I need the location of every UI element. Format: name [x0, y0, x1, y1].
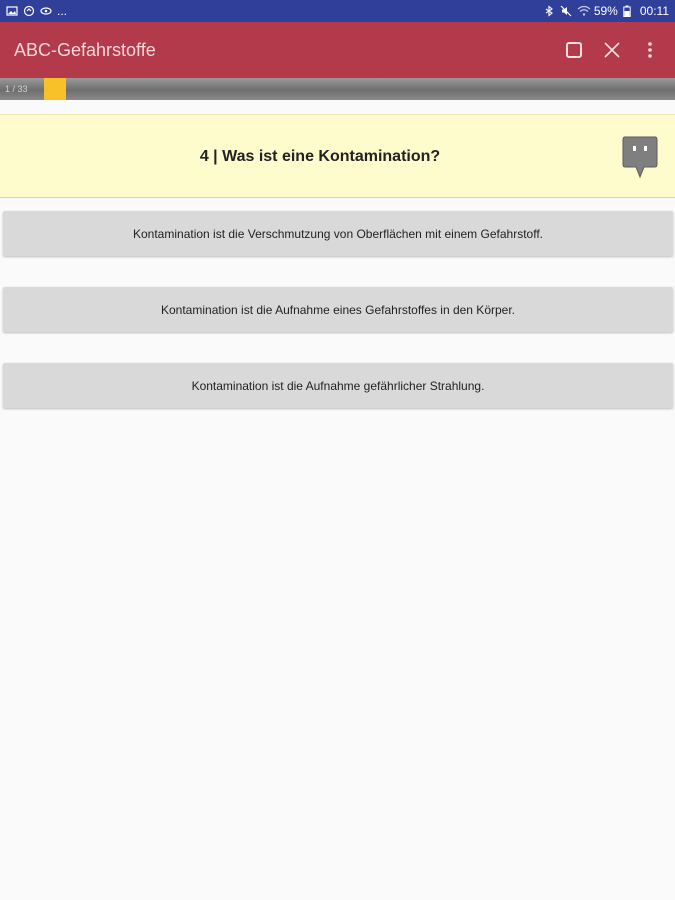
status-right	[543, 5, 669, 17]
battery-icon	[623, 5, 635, 17]
status-time: 00:11	[639, 4, 669, 18]
mute-icon	[560, 5, 572, 17]
question-banner	[0, 114, 675, 198]
gallery-icon	[6, 5, 18, 17]
fullscreen-icon[interactable]	[563, 39, 585, 61]
question-text: 4 | Was ist eine Kontamination?	[199, 148, 441, 165]
status-ellipsis: ...	[57, 4, 68, 18]
app-actions	[563, 39, 661, 61]
answer-button-2[interactable]: Kontamination ist die Aufnahme eines Gefahrstoffes in den Körper.	[3, 287, 673, 332]
answer-button-3[interactable]: Kontamination ist die Aufnahme gefährlicher Strahlung.	[3, 363, 673, 408]
progress-bar	[0, 78, 675, 100]
more-vert-icon[interactable]	[639, 39, 661, 61]
answer-button-1[interactable]: Kontamination ist die Verschmutzung von Oberflächen mit einem Gefahrstoff.	[3, 211, 673, 256]
feedback-chat-icon[interactable]	[622, 135, 658, 179]
bluetooth-icon	[543, 5, 555, 17]
status-left	[6, 5, 67, 17]
battery-percent: 59%	[593, 4, 618, 18]
eye-icon	[40, 5, 52, 17]
status-bar	[0, 0, 675, 22]
app-title: ABC-Gefahrstoffe	[14, 39, 156, 60]
progress-label: 1 / 33	[5, 84, 28, 94]
app-bar	[0, 22, 675, 78]
sync-icon	[23, 5, 35, 17]
wifi-icon	[577, 5, 589, 17]
progress-marker	[44, 78, 66, 100]
close-icon[interactable]	[601, 39, 623, 61]
